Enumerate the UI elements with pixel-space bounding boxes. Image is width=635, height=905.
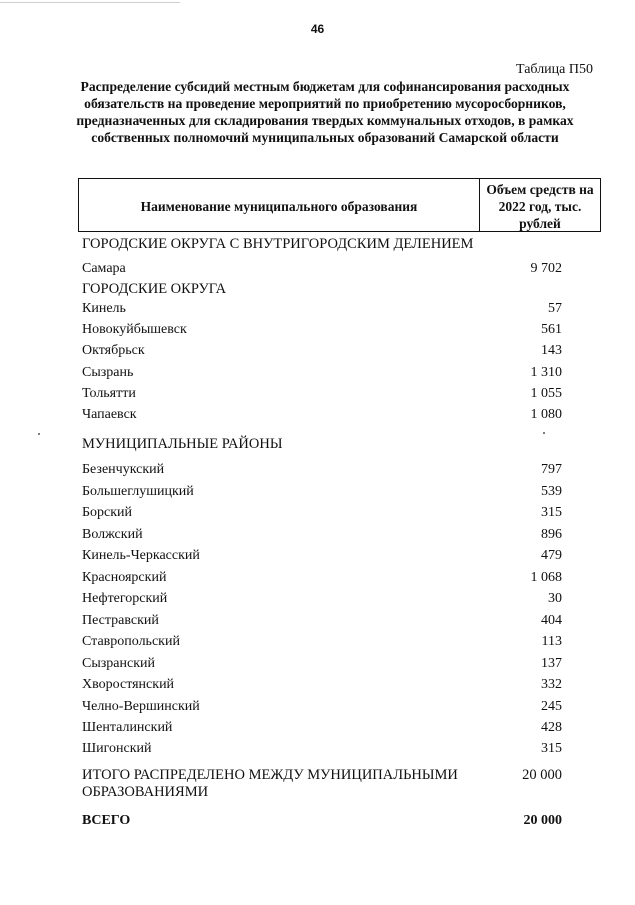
table-header (78, 178, 601, 232)
header-value-column: Объем средств на 2022 год, тыс. рублей (479, 179, 600, 231)
row-value: 113 (541, 634, 562, 649)
row-value: 539 (541, 484, 562, 499)
row-value: 404 (541, 613, 562, 628)
total-label: ИТОГО РАСПРЕДЕЛЕНО МЕЖДУ МУНИЦИПАЛЬНЫМИ ОБРАЗОВАНИЯМИ (82, 767, 458, 800)
row-name: Тольятти (82, 386, 136, 401)
row-value: 315 (541, 505, 562, 520)
row-value: 896 (541, 527, 562, 542)
row-value: 1 055 (530, 386, 562, 401)
row-value: 9 702 (530, 261, 562, 276)
total-row (82, 767, 562, 801)
scan-speck (543, 432, 545, 434)
row-value: 137 (541, 656, 562, 671)
table-label: Таблица П50 (516, 62, 593, 77)
row-name: Пестравский (82, 613, 159, 628)
grand-total-row (82, 813, 562, 829)
row-name: Октябрьск (82, 343, 145, 358)
scan-edge-line (0, 2, 180, 3)
row-value: 315 (541, 741, 562, 756)
row-name: Нефтегорский (82, 591, 168, 606)
row-value: 1 080 (530, 407, 562, 422)
row-value: 797 (541, 462, 562, 477)
row-name: Шигонский (82, 741, 152, 756)
section-urban-districts: ГОРОДСКИЕ ОКРУГА (82, 281, 227, 297)
row-value: 428 (541, 720, 562, 735)
scan-speck (38, 433, 40, 435)
row-name: Большеглушицкий (82, 484, 194, 499)
row-value: 245 (541, 699, 562, 714)
row-name: Самара (82, 261, 126, 276)
row-name: Борский (82, 505, 133, 520)
header-name-column: Наименование муниципального образования (140, 199, 418, 214)
row-value: 57 (548, 301, 562, 316)
document-title: Распределение субсидий местным бюджетам для софинансирования расходных обязательств на проведение мероприятий по приобретению мусоросборников, предназначенных для складирования твердых коммунальных отходов, в рамках собственных полномочий муниципальных образований Самарской области (76, 79, 574, 145)
row-name: Сызранский (82, 656, 155, 671)
row-name: Новокуйбышевск (82, 322, 187, 337)
section-urban-districts-with-division: ГОРОДСКИЕ ОКРУГА С ВНУТРИГОРОДСКИМ ДЕЛЕНИЕМ (82, 236, 474, 252)
row-value: 332 (541, 677, 562, 692)
row-name: Чапаевск (82, 407, 137, 422)
grand-total-value: 20 000 (523, 813, 562, 828)
row-value: 1 310 (530, 365, 562, 380)
row-value: 1 068 (530, 570, 562, 585)
section-municipal-districts: МУНИЦИПАЛЬНЫЕ РАЙОНЫ (82, 436, 283, 452)
row-value: 143 (541, 343, 562, 358)
row-name: Хворостянский (82, 677, 175, 692)
total-value: 20 000 (522, 767, 562, 783)
page-number: 46 (310, 22, 325, 36)
row-name: Кинель (82, 301, 126, 316)
grand-total-label: ВСЕГО (82, 813, 131, 828)
row-name: Кинель-Черкасский (82, 548, 200, 563)
row-name: Безенчукский (82, 462, 165, 477)
row-value: 479 (541, 548, 562, 563)
row-name: Сызрань (82, 365, 134, 380)
row-value: 30 (548, 591, 562, 606)
row-name: Челно-Вершинский (82, 699, 200, 714)
row-name: Волжский (82, 527, 143, 542)
row-name: Ставропольский (82, 634, 180, 649)
row-name: Шенталинский (82, 720, 173, 735)
row-name: Красноярский (82, 570, 167, 585)
row-value: 561 (541, 322, 562, 337)
